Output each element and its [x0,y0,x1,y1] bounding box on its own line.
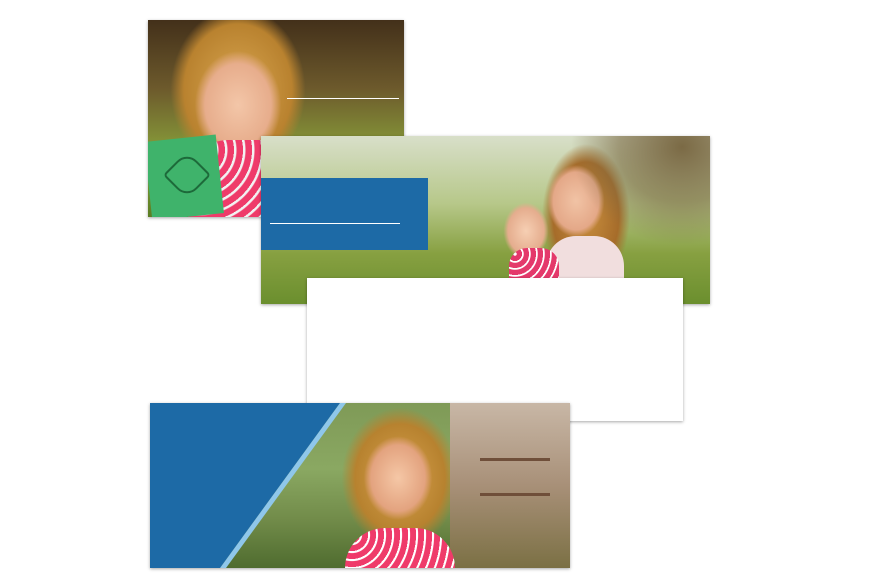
balcony-graphic [480,458,550,461]
cover-title-rule [287,98,399,99]
dental-heading-panel [261,178,428,250]
text-column-1 [315,296,375,414]
quote-spread [150,403,570,568]
tree-graphic [570,136,710,246]
text-column-5 [607,296,677,312]
report-spread [307,278,683,421]
text-column-3 [448,296,510,408]
dental-heading-rule [270,223,400,224]
text-column-4 [518,296,600,320]
dental-visits-chart [515,330,681,400]
text-column-2 [382,296,444,406]
girl-shirt-graphic [345,528,455,568]
building-graphic [450,403,570,568]
